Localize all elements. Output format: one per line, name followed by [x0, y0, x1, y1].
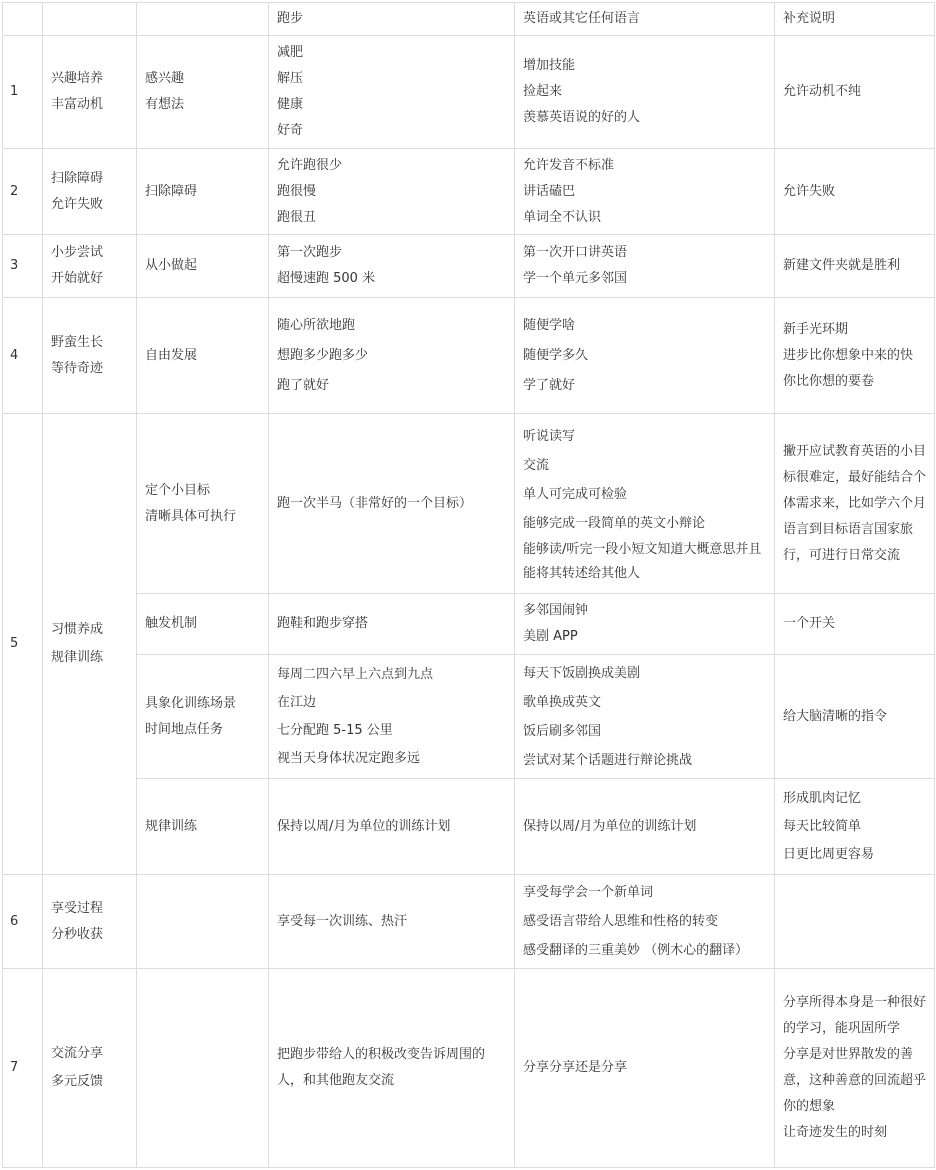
text-line: 饭后刷多邻国	[523, 723, 602, 739]
text-line: 野蛮生长	[51, 334, 104, 350]
stage-cell	[43, 36, 137, 149]
text-line: 享受每学会一个新单词	[523, 885, 654, 900]
text-line: 视当天身体状况定跑多远	[277, 750, 421, 766]
text-line: 分享是对世界散发的善意，这种善意的回流超乎你的想象	[783, 1047, 927, 1114]
table-row	[3, 36, 935, 149]
language-cell	[515, 298, 775, 414]
stage-cell	[43, 235, 137, 298]
note-cell	[775, 779, 935, 875]
sub-cell	[137, 655, 269, 779]
table-subrow	[3, 655, 935, 779]
stage-cell	[43, 298, 137, 414]
text-line: 单人可完成可检验	[523, 486, 628, 502]
note-cell	[775, 655, 935, 779]
text-line: 跑鞋和跑步穿搭	[277, 616, 369, 631]
text-line: 你比你想的要卷	[783, 373, 875, 389]
table-row	[3, 298, 935, 414]
text-line: 讲话磕巴	[523, 183, 576, 199]
text-line: 清晰具体可执行	[145, 508, 237, 524]
text-line: 学一个单元多邻国	[523, 271, 628, 286]
table-row	[3, 414, 935, 594]
running-cell	[269, 235, 515, 298]
text-line: 能够读/听完一段小短文知道大概意思并且能将其转述给其他人	[523, 541, 762, 581]
text-line: 交流	[523, 457, 550, 473]
text-line: 有想法	[145, 97, 185, 112]
text-line: 新手光环期	[783, 321, 849, 337]
sub-cell	[137, 779, 269, 875]
text-line: 兴趣培养	[51, 71, 104, 86]
language-cell	[515, 969, 775, 1168]
note-cell	[775, 36, 935, 149]
text-line: 在江边	[277, 694, 317, 710]
text-line: 尝试对某个话题进行辩论挑战	[523, 752, 693, 768]
text-line: 给大脑清晰的指令	[783, 708, 888, 724]
text-line: 健康	[277, 97, 304, 112]
sub-cell	[137, 298, 269, 414]
table-row	[3, 149, 935, 235]
header-cell-note: 补充说明	[775, 3, 935, 36]
text-line: 跑很丑	[277, 209, 317, 225]
text-line: 让奇迹发生的时刻	[783, 1125, 888, 1140]
sub-cell	[137, 875, 269, 969]
text-line: 定个小目标	[145, 482, 211, 498]
learning-stages-table	[2, 2, 935, 1168]
stage-cell	[43, 149, 137, 235]
text-line: 规律训练	[145, 818, 198, 834]
header-cell-running: 跑步	[269, 3, 515, 36]
text-line: 具象化训练场景	[145, 695, 237, 711]
language-cell	[515, 149, 775, 235]
text-line: 开始就好	[51, 271, 104, 286]
text-line: 分享分享还是分享	[523, 1060, 628, 1075]
sub-cell	[137, 149, 269, 235]
text-line: 随便学啥	[523, 317, 576, 333]
text-line: 每天下饭剧换成美剧	[523, 665, 641, 681]
text-line: 扫除障碍	[51, 170, 104, 186]
note-cell	[775, 594, 935, 655]
table-row	[3, 875, 935, 969]
text-line: 羡慕英语说的好的人	[523, 110, 641, 125]
row-number: 4	[3, 298, 43, 414]
note-cell	[775, 149, 935, 235]
text-line: 跑了就好	[277, 377, 330, 393]
running-cell	[269, 655, 515, 779]
text-line: 从小做起	[145, 258, 198, 273]
text-line: 把跑步带给人的积极改变告诉周围的人，和其他跑友交流	[277, 1047, 486, 1088]
running-cell	[269, 414, 515, 594]
text-line: 形成肌肉记忆	[783, 790, 862, 806]
text-line: 分享所得本身是一种很好的学习，能巩固所学	[783, 995, 927, 1036]
sub-cell	[137, 414, 269, 594]
row-number: 5	[3, 414, 43, 875]
text-line: 允许失败	[51, 196, 104, 212]
language-cell	[515, 779, 775, 875]
text-line: 每天比较简单	[783, 818, 862, 834]
text-line: 想跑多少跑多少	[277, 347, 369, 363]
text-line: 学了就好	[523, 377, 576, 393]
text-line: 扫除障碍	[145, 183, 198, 199]
text-line: 允许跑很少	[277, 157, 343, 173]
text-line: 享受每一次训练、热汗	[277, 913, 408, 929]
note-cell	[775, 414, 935, 594]
running-cell	[269, 779, 515, 875]
stage-cell	[43, 969, 137, 1168]
note-cell	[775, 298, 935, 414]
running-cell	[269, 298, 515, 414]
sub-cell	[137, 36, 269, 149]
text-line: 享受过程	[51, 900, 104, 916]
header-row	[3, 3, 935, 36]
table-row	[3, 969, 935, 1168]
stage-cell	[43, 875, 137, 969]
running-cell	[269, 875, 515, 969]
text-line: 解压	[277, 71, 304, 86]
language-cell	[515, 655, 775, 779]
note-cell	[775, 969, 935, 1168]
text-line: 允许动机不纯	[783, 84, 862, 99]
text-line: 自由发展	[145, 347, 198, 363]
row-number: 6	[3, 875, 43, 969]
header-cell-language: 英语或其它任何语言	[515, 3, 775, 36]
table-row	[3, 235, 935, 298]
text-line: 每周二四六早上六点到九点	[277, 666, 434, 682]
text-line: 时间地点任务	[145, 721, 224, 737]
text-line: 保持以周/月为单位的训练计划	[523, 818, 697, 834]
stage-cell	[43, 414, 137, 875]
sub-cell	[137, 594, 269, 655]
text-line: 捡起来	[523, 84, 563, 99]
text-line: 允许发音不标准	[523, 157, 615, 173]
text-line: 等待奇迹	[51, 360, 104, 376]
text-line: 日更比周更容易	[783, 846, 875, 862]
text-line: 跑很慢	[277, 183, 317, 199]
sub-cell	[137, 969, 269, 1168]
text-line: 触发机制	[145, 616, 198, 631]
text-line: 规律训练	[51, 650, 104, 665]
text-line: 跑一次半马（非常好的一个目标）	[277, 495, 473, 511]
text-line: 超慢速跑 500 米	[277, 271, 376, 286]
text-line: 第一次开口讲英语	[523, 245, 628, 260]
text-line: 单词全不认识	[523, 209, 602, 225]
text-line: 能够完成一段简单的英文小辩论	[523, 515, 706, 531]
text-line: 感受语言带给人思维和性格的转变	[523, 914, 719, 929]
text-line: 减肥	[277, 45, 304, 60]
header-cell-num	[3, 3, 43, 36]
text-line: 一个开关	[783, 616, 836, 631]
text-line: 增加技能	[523, 58, 576, 73]
text-line: 听说读写	[523, 428, 576, 444]
text-line: 进步比你想象中来的快	[783, 347, 914, 363]
row-number: 3	[3, 235, 43, 298]
text-line: 美剧 APP	[523, 629, 578, 644]
language-cell	[515, 235, 775, 298]
text-line: 随便学多久	[523, 347, 589, 363]
header-cell-sub	[137, 3, 269, 36]
sub-cell	[137, 235, 269, 298]
text-line: 交流分享	[51, 1046, 104, 1061]
note-cell	[775, 875, 935, 969]
text-line: 好奇	[277, 123, 304, 138]
running-cell	[269, 36, 515, 149]
text-line: 七分配跑 5-15 公里	[277, 722, 393, 738]
row-number: 1	[3, 36, 43, 149]
header-cell-stage	[43, 3, 137, 36]
text-line: 感受翻译的三重美妙 （例木心的翻译）	[523, 943, 749, 958]
note-cell	[775, 235, 935, 298]
language-cell	[515, 594, 775, 655]
language-cell	[515, 875, 775, 969]
running-cell	[269, 149, 515, 235]
text-line: 习惯养成	[51, 622, 104, 637]
language-cell	[515, 36, 775, 149]
table-subrow	[3, 779, 935, 875]
text-line: 多元反馈	[51, 1074, 104, 1089]
text-line: 随心所欲地跑	[277, 317, 356, 333]
row-number: 7	[3, 969, 43, 1168]
text-line: 允许失败	[783, 183, 836, 199]
text-line: 感兴趣	[145, 71, 185, 86]
text-line: 第一次跑步	[277, 245, 343, 260]
text-line: 小步尝试	[51, 245, 104, 260]
table-subrow	[3, 594, 935, 655]
row-number: 2	[3, 149, 43, 235]
text-line: 丰富动机	[51, 97, 104, 112]
text-line: 撇开应试教育英语的小目标很难定，最好能结合个体需求来，比如学六个月语言到目标语言国家旅行，可进行日常交流	[783, 443, 927, 563]
text-line: 分秒收获	[51, 926, 104, 942]
language-cell	[515, 414, 775, 594]
text-line: 歌单换成英文	[523, 694, 602, 710]
running-cell	[269, 969, 515, 1168]
text-line: 新建文件夹就是胜利	[783, 258, 901, 273]
running-cell	[269, 594, 515, 655]
text-line: 保持以周/月为单位的训练计划	[277, 818, 451, 834]
text-line: 多邻国闹钟	[523, 603, 589, 618]
